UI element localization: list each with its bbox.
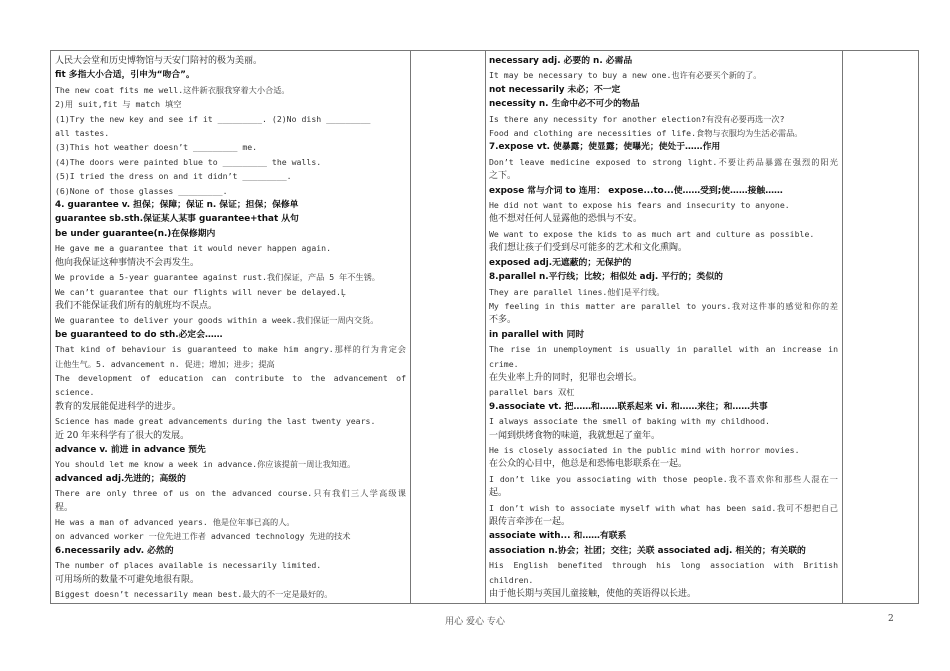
text-line: The number of places available is necessarily limited. — [55, 560, 322, 571]
text-line: We want to expose the kids to as much art and culture as possible. — [489, 228, 815, 239]
text-line: be guaranteed to do sth.必定会…… — [55, 329, 223, 340]
text-line: He gave me a guarantee that it would never happen again. — [55, 243, 332, 254]
text-line: 他向我保证这种事情决不会再发生。 — [55, 257, 200, 268]
text-line: necessary adj. 必要的 n. 必需品 — [489, 56, 633, 66]
text-line: parallel bars 双杠 — [489, 387, 575, 398]
text-line: I don’t like you associating with those people.我不喜欢你和那些人混在一 — [489, 473, 838, 484]
text-line: The rise in unemployment is usually in parallel with an increase in — [489, 344, 838, 355]
text-line: guarantee sb.sth.保证某人某事 guarantee+that 从句 — [55, 214, 299, 225]
text-line: exposed adj.无遮蔽的；无保护的 — [489, 257, 632, 268]
text-line: (4)The doors were painted blue to _________ the walls. — [55, 156, 322, 167]
text-line: 我们不能保证我们所有的航班均不误点。 — [55, 300, 218, 311]
text-line: I don’t wish to associate myself with what has been said.我可不想把自己 — [489, 502, 838, 513]
text-line: Biggest doesn’t necessarily mean best.最大的不一定是最好的。 — [55, 589, 333, 600]
text-line: (6)None of those glasses _________. — [55, 185, 228, 196]
text-line: He was a man of advanced years. 他是位年事已高的人。 — [55, 517, 295, 527]
text-line: associate with... 和……有联系 — [489, 531, 627, 542]
text-line: advance v. 前进 in advance 预先 — [55, 444, 206, 455]
text-line: advanced adj.先进的；高级的 — [55, 473, 186, 484]
text-line: 我们想让孩子们受到尽可能多的艺术和文化熏陶。 — [489, 243, 688, 254]
text-line: My feeling in this matter are parallel to yours.我对这件事的感觉和你的差 — [489, 300, 838, 311]
text-line: We can’t guarantee that our flights will never be delayed.Ļ — [55, 286, 346, 297]
text-line: crime. — [489, 358, 519, 369]
text-line: all tastes. — [55, 128, 110, 139]
page-number: 2 — [888, 614, 894, 624]
text-line: (1)Try the new key and see if it _________. (2)No dish _________ — [55, 113, 371, 124]
text-line: He is closely associated in the public mind with horror movies. — [489, 444, 800, 455]
text-line: 让他生气。5. advancement n. 促进；增加；进步；提高 — [55, 358, 275, 369]
text-line: 跟传言牵涉在一起。 — [489, 517, 571, 527]
text-line: 7.expose vt. 使暴露；使显露；使曝光；使处于……作用 — [489, 142, 721, 153]
text-line: in parallel with 同时 — [489, 329, 585, 340]
text-line: The new coat fits me well.这件新衣服我穿着大小合适。 — [55, 84, 290, 95]
text-line: We guarantee to deliver your goods within a week.我们保证一周内交货。 — [55, 315, 379, 326]
text-line: on advanced worker 一位先进工作者 advanced technology 先进的技术 — [55, 531, 351, 542]
text-line: 近 20 年来科学有了很大的发展。 — [55, 430, 190, 441]
text-line: 6.necessarily adv. 必然的 — [55, 545, 174, 556]
text-line: 他不想对任何人显露他的恐惧与不安。 — [489, 214, 643, 225]
text-line: 8.parallel n.平行线；比较；相似处 adj. 平行的；类似的 — [489, 272, 723, 283]
text-line: I always associate the smell of baking with my childhood. — [489, 416, 770, 427]
text-line: 可用场所的数量不可避免地很有限。 — [55, 574, 200, 585]
text-line: science. — [55, 387, 95, 398]
text-line: It may be necessary to buy a new one.也许有必要买个新的了。 — [489, 70, 762, 81]
text-line: 程。 — [55, 502, 74, 513]
text-line: 4. guarantee v. 担保；保障；保证 n. 保证；担保；保修单 — [55, 200, 299, 211]
text-line: We provide a 5-year guarantee against rust.我们保证，产品 5 年不生锈。 — [55, 272, 380, 283]
text-line: Don’t leave medicine exposed to strong light.不要让药品暴露在强烈的阳光 — [489, 156, 838, 167]
text-line: 9.associate vt. 把……和……联系起来 vi. 和……来往；和……共事 — [489, 401, 768, 412]
text-line: 在公众的心目中，他总是和恐怖电影联系在一起。 — [489, 459, 688, 470]
text-line: Science has made great advancements during the last twenty years. — [55, 416, 376, 427]
text-line: expose 常与介词 to 连用： expose...to...使……受到;使……接触…… — [489, 185, 783, 196]
text-line: 起。 — [489, 488, 508, 499]
text-line: 人民大会堂和历史博物馆与天安门陪衬的极为美丽。 — [55, 56, 263, 66]
text-line: necessity n. 生命中必不可少的物品 — [489, 99, 640, 110]
text-line: The development of education can contribute to the advancement of — [55, 372, 406, 383]
text-line: They are parallel lines.他们是平行线。 — [489, 286, 665, 297]
document-table — [50, 50, 919, 604]
text-line: children. — [489, 574, 534, 585]
text-line: be under guarantee(n.)在保修期内 — [55, 228, 216, 239]
column-divider — [842, 51, 843, 603]
text-line: association n.协会；社团；交往；关联 associated adj. 相关的；有关联的 — [489, 545, 806, 556]
column-divider — [410, 51, 411, 603]
text-line: His English benefited through his long association with British — [489, 560, 838, 571]
text-line: There are only three of us on the advanced course.只有我们三人学高级课 — [55, 488, 406, 499]
text-line: Is there any necessity for another election?有没有必要再选一次? — [489, 113, 785, 124]
text-line: fit 多指大小合适，引申为“吻合”。 — [55, 70, 195, 81]
text-line: 2)用 suit,fit 与 match 填空 — [55, 99, 182, 110]
text-line: 在失业率上升的同时，犯罪也会增长。 — [489, 372, 643, 383]
text-line: He did not want to expose his fears and insecurity to anyone. — [489, 200, 790, 211]
text-line: 之下。 — [489, 171, 517, 182]
text-line: Food and clothing are necessities of life.食物与衣服均为生活必需品。 — [489, 128, 803, 139]
right-text-column — [485, 52, 842, 603]
text-line: You should let me know a week in advance.你应该提前一周让我知道。 — [55, 459, 356, 470]
text-line: 由于他长期与英国儿童接触，使他的英语得以长进。 — [489, 589, 697, 600]
text-line: That kind of behaviour is guaranteed to make him angry.那样的行为肯定会 — [55, 344, 406, 355]
page-footer: 用心 爱心 专心 — [445, 617, 505, 627]
text-line: 教育的发展能促进科学的进步。 — [55, 401, 182, 412]
text-line: 不多。 — [489, 315, 517, 326]
text-line: (3)This hot weather doesn’t _________ me. — [55, 142, 258, 153]
text-line: 一闻到烘烤食物的味道，我就想起了童年。 — [489, 430, 661, 441]
text-line: not necessarily 未必；不一定 — [489, 84, 621, 95]
text-line: (5)I tried the dress on and it didn’t _________. — [55, 171, 292, 182]
left-text-column — [51, 52, 410, 603]
